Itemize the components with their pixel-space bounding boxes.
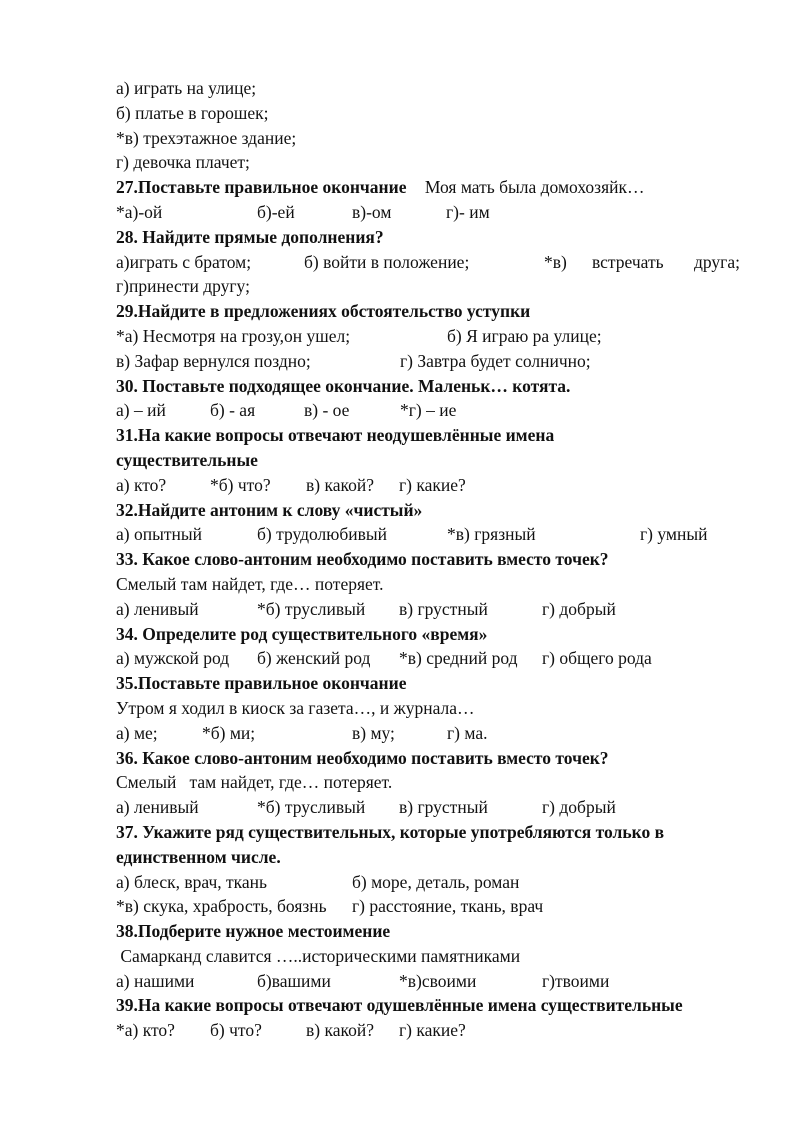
answer-option: *б) ми; — [202, 722, 256, 743]
answer-option: *в)своими — [399, 970, 477, 991]
answer-option: б) платье в горошек; — [116, 102, 269, 123]
answer-option: *б) трусливый — [257, 797, 366, 818]
answer-option: г)принести другу; — [116, 276, 250, 297]
answer-option: *а) Несмотря на грозу,он ушел; — [116, 325, 351, 346]
question-30: 30. Поставьте подходящее окончание. Маленьк… котята. — [116, 375, 571, 396]
answer-option: г) Завтра будет солнично; — [400, 350, 591, 371]
question-31: 31.На какие вопросы отвечают неодушевлённые имена — [116, 425, 555, 446]
answer-option: г) расстояние, ткань, врач — [352, 896, 544, 917]
answer-option: *в) средний род — [399, 648, 518, 669]
answer-option: в)-ом — [352, 201, 392, 222]
question-33-options — [116, 597, 756, 622]
question-36: 36. Какое слово-антоним необходимо поставить вместо точек? — [116, 747, 609, 768]
question-32: 32.Найдите антоним к слову «чистый» — [116, 499, 423, 520]
answer-option: в) му; — [352, 722, 395, 743]
question-27-options — [116, 200, 756, 225]
answer-option: в) - ое — [304, 400, 350, 421]
answer-option: *б) трусливый — [257, 598, 366, 619]
question-27: 27.Поставьте правильное окончание — [116, 177, 407, 198]
question-34: 34. Определите род существительного «время» — [116, 623, 488, 644]
question-37-options-1 — [116, 870, 756, 895]
answer-option: г)твоими — [542, 970, 610, 991]
answer-option: б)вашими — [257, 970, 331, 991]
answer-option: г) ма. — [447, 722, 488, 743]
answer-option: а) играть на улице; — [116, 78, 257, 98]
answer-option: *в) грязный — [447, 524, 536, 545]
question-29-options-2 — [116, 349, 756, 374]
answer-option: а) ме; — [116, 722, 158, 743]
answer-option: в) какой? — [306, 1020, 374, 1041]
answer-option: в) грустный — [399, 797, 488, 818]
answer-option: встречать — [592, 251, 664, 272]
answer-option: *в) скука, храбрость, боязнь — [116, 896, 327, 917]
question-37: 37. Укажите ряд существительных, которые употребляются только в — [116, 821, 665, 842]
question-38: 38.Подберите нужное местоимение — [116, 921, 391, 942]
answer-option: *в) трехэтажное здание; — [116, 127, 297, 148]
answer-option: б) что? — [210, 1020, 262, 1041]
answer-option: б) трудолюбивый — [257, 524, 388, 545]
question-30-options — [116, 398, 756, 423]
question-32-options — [116, 522, 756, 547]
answer-option: а)играть с братом; — [116, 251, 252, 272]
question-27-text: Моя мать была домохозяйк… — [424, 177, 645, 198]
question-31-continued: существительные — [116, 449, 258, 470]
question-37-continued: единственном числе. — [116, 846, 281, 867]
question-35: 35.Поставьте правильное окончание — [116, 673, 407, 694]
answer-option: а) – ий — [116, 400, 166, 421]
question-38-options — [116, 969, 756, 994]
test-page — [116, 76, 756, 1043]
question-28: 28. Найдите прямые дополнения? — [116, 226, 384, 247]
question-37-options-2 — [116, 894, 756, 919]
question-36-options — [116, 795, 756, 820]
question-29: 29.Найдите в предложениях обстоятельство уступки — [116, 301, 531, 322]
answer-option: г) общего рода — [542, 648, 652, 669]
answer-option: б) море, деталь, роман — [352, 871, 520, 892]
answer-option: а) ленивый — [116, 598, 199, 619]
question-29-options-1 — [116, 324, 756, 349]
answer-option: а) ленивый — [116, 797, 199, 818]
question-33: 33. Какое слово-антоним необходимо поставить вместо точек? — [116, 549, 609, 570]
answer-option: в) Зафар вернулся поздно; — [116, 350, 311, 371]
question-35-options — [116, 721, 756, 746]
answer-option: в) грустный — [399, 598, 488, 619]
question-35-text: Утром я ходил в киоск за газета…, и журнала… — [116, 697, 475, 718]
question-28-options — [116, 250, 756, 275]
answer-option: б) войти в положение; — [304, 251, 470, 272]
answer-option: *в) — [544, 251, 567, 272]
answer-option: г) добрый — [542, 598, 616, 619]
question-34-options — [116, 646, 756, 671]
answer-option: а) мужской род — [116, 648, 230, 669]
question-38-text: Самарканд славится …..историческими памятниками — [116, 945, 521, 966]
answer-option: б) - ая — [210, 400, 256, 421]
question-31-options — [116, 473, 756, 498]
answer-option: *а) кто? — [116, 1020, 175, 1041]
answer-option: а) нашими — [116, 970, 195, 991]
question-36-text: Смелый там найдет, где… потеряет. — [116, 772, 393, 793]
answer-option: г) добрый — [542, 797, 616, 818]
answer-option: а) опытный — [116, 524, 202, 545]
answer-option: г) девочка плачет; — [116, 152, 250, 173]
question-33-text: Смелый там найдет, где… потеряет. — [116, 573, 384, 594]
answer-option: г) какие? — [399, 474, 466, 495]
answer-option: а) кто? — [116, 474, 167, 495]
answer-option: а) блеск, врач, ткань — [116, 871, 268, 892]
answer-option: г)- им — [446, 201, 490, 222]
answer-option: г) какие? — [399, 1020, 466, 1041]
question-39-options — [116, 1018, 756, 1043]
answer-option: б)-ей — [257, 201, 295, 222]
answer-option: в) какой? — [306, 474, 374, 495]
question-39: 39.На какие вопросы отвечают одушевлённые имена существительные — [116, 995, 683, 1016]
answer-option: г) умный — [640, 524, 708, 545]
answer-option: *г) – ие — [400, 400, 457, 421]
answer-option: друга; — [694, 251, 740, 272]
answer-option: *а)-ой — [116, 201, 163, 222]
answer-option: *б) что? — [210, 474, 271, 495]
question-27-row — [116, 175, 756, 200]
answer-option: б) Я играю ра улице; — [447, 325, 602, 346]
answer-option: б) женский род — [257, 648, 371, 669]
